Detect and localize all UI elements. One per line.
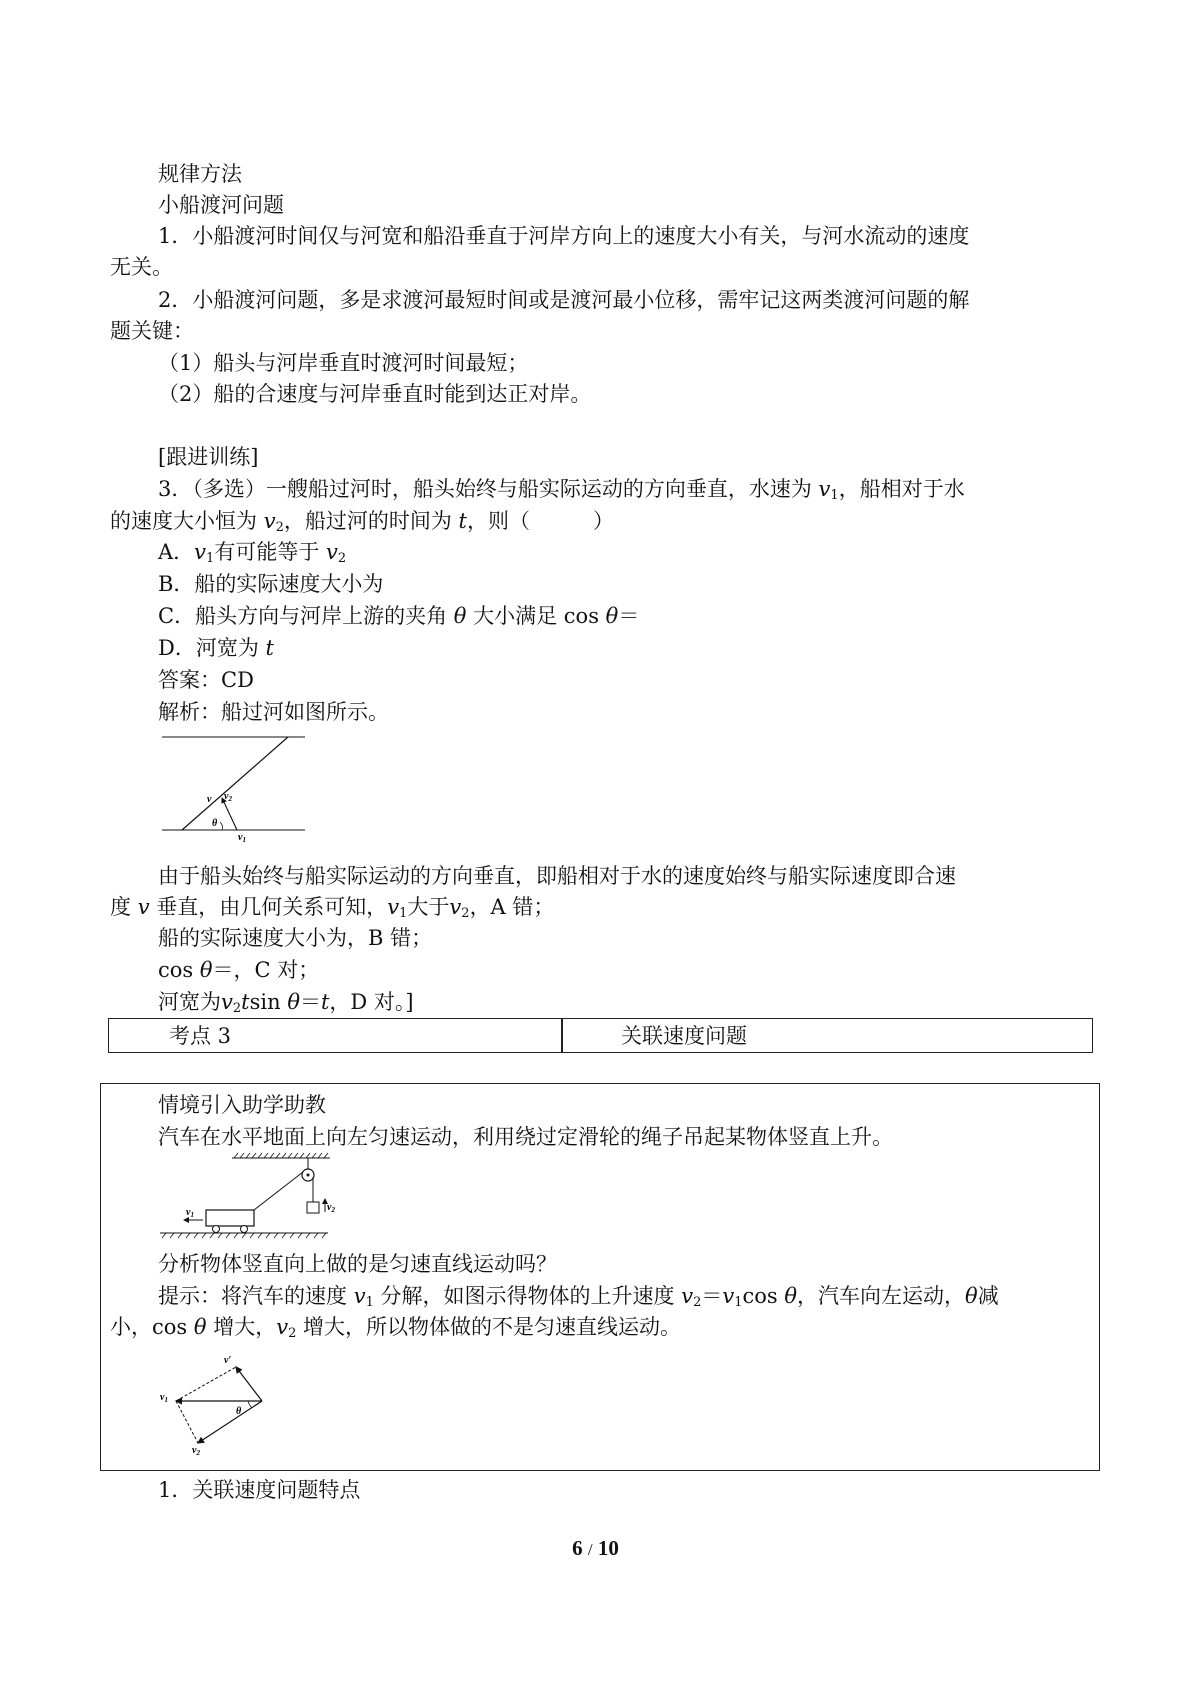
scenario-heading: 情境引入助学助教: [158, 1093, 326, 1117]
page-total: 10: [597, 1536, 619, 1560]
paragraph-1-line-1: 1．小船渡河时间仅与河宽和船沿垂直于河岸方向上的速度大小有关，与河水流动的速度: [158, 224, 970, 248]
page-separator: /: [587, 1540, 593, 1559]
explanation-line-3: 船的实际速度大小为，B 错；: [158, 926, 433, 950]
list-item-1: （1）船头与河岸垂直时渡河时间最短；: [158, 351, 529, 375]
scenario-question: 分析物体竖直向上做的是匀速直线运动吗？: [158, 1252, 557, 1276]
option-a: A．$v_1$有可能等于 $v_2$: [158, 540, 347, 566]
analysis-text: 解析：船过河如图所示。: [158, 700, 389, 724]
answer-text: 答案：CD: [158, 668, 254, 692]
dashed-bottom: [176, 1401, 198, 1443]
scenario-hint-line-2: 小，cos θ 增大，$v_2$ 增大，所以物体做的不是匀速直线运动。: [110, 1315, 682, 1341]
option-c: C．船头方向与河岸上游的夹角 θ 大小满足 cos θ＝: [158, 604, 640, 628]
path-line: [182, 737, 288, 830]
table-divider: [561, 1019, 563, 1052]
v-label: v: [207, 794, 212, 805]
question-line-2: 的速度大小恒为 $v_2$，船过河的时间为 t，则（ ）: [110, 509, 614, 535]
explanation-line-4: cos θ＝，C 对；: [158, 958, 320, 982]
car-pulley-figure: [158, 1152, 338, 1242]
velocity-decomposition-figure: [158, 1345, 268, 1455]
section-heading: 规律方法: [158, 162, 242, 186]
v2-label: $v_2$: [327, 1202, 335, 1214]
car-wheel-left: [213, 1226, 220, 1233]
ceiling-hatch: [234, 1153, 328, 1158]
v2-arrow: [198, 1401, 262, 1443]
explanation-line-1: 由于船头始终与船实际运动的方向垂直，即船相对于水的速度始终与船实际速度即合速: [158, 864, 956, 888]
topic-table: [108, 1018, 1093, 1053]
paragraph-2-line-1: 2．小船渡河问题，多是求渡河最短时间或是渡河最小位移，需牢记这两类渡河问题的解: [158, 288, 970, 312]
dashed-top: [176, 1367, 236, 1401]
v2-label: $v_2$: [192, 1445, 200, 1455]
section-topic: 小船渡河问题: [158, 193, 284, 217]
v1-label: $v_1$: [160, 1392, 168, 1404]
page-number: 6: [572, 1536, 583, 1560]
theta-arc: [220, 822, 223, 830]
theta-arc: [248, 1401, 252, 1408]
list-item-2: （2）船的合速度与河岸垂直时能到达正对岸。: [158, 382, 592, 406]
option-d: D．河宽为 t: [158, 636, 274, 660]
slanted-rope: [254, 1172, 303, 1210]
explanation-line-2: 度 v 垂直，由几何关系可知，$v_1$大于$v_2$，A 错；: [110, 895, 555, 921]
v-prime-arrow: [236, 1367, 262, 1401]
table-cell-topic-title: 关联速度问题: [621, 1024, 747, 1048]
lifted-object: [307, 1202, 319, 1213]
explanation-line-5: 河宽为$v_2tsin$ θ＝t，D 对。]: [158, 990, 414, 1016]
page-footer: [0, 1536, 1191, 1561]
ground-hatch: [162, 1233, 326, 1238]
training-heading: [跟进训练]: [158, 445, 259, 469]
option-b: B．船的实际速度大小为: [158, 572, 384, 596]
next-heading: 1．关联速度问题特点: [158, 1478, 361, 1502]
v1-label: $v_1$: [238, 832, 246, 844]
car-wheel-right: [241, 1226, 248, 1233]
v1-label: $v_1$: [186, 1207, 194, 1219]
v-prime-label: v′: [224, 1355, 232, 1366]
scenario-hint-line-1: 提示：将汽车的速度 $v_1$ 分解，如图示得物体的上升速度 $v_2=v_1\cos$ θ，汽车向左运动，θ减: [158, 1284, 999, 1310]
question-line-1: 3．（多选）一艘船过河时，船头始终与船实际运动的方向垂直，水速为 $v_1$，船相对于水: [158, 477, 965, 503]
paragraph-1-line-2: 无关。: [110, 255, 173, 279]
car-body: [206, 1210, 254, 1226]
boat-crossing-figure: [160, 734, 310, 844]
table-cell-topic-number: 考点 3: [169, 1024, 232, 1048]
theta-label: θ: [212, 818, 218, 829]
pulley-axle: [307, 1174, 310, 1177]
theta-label: θ: [236, 1406, 242, 1417]
paragraph-2-line-2: 题关键：: [110, 319, 194, 343]
v2-label: $v_2$: [224, 791, 232, 803]
scenario-description: 汽车在水平地面上向左匀速运动，利用绕过定滑轮的绳子吊起某物体竖直上升。: [158, 1125, 893, 1149]
